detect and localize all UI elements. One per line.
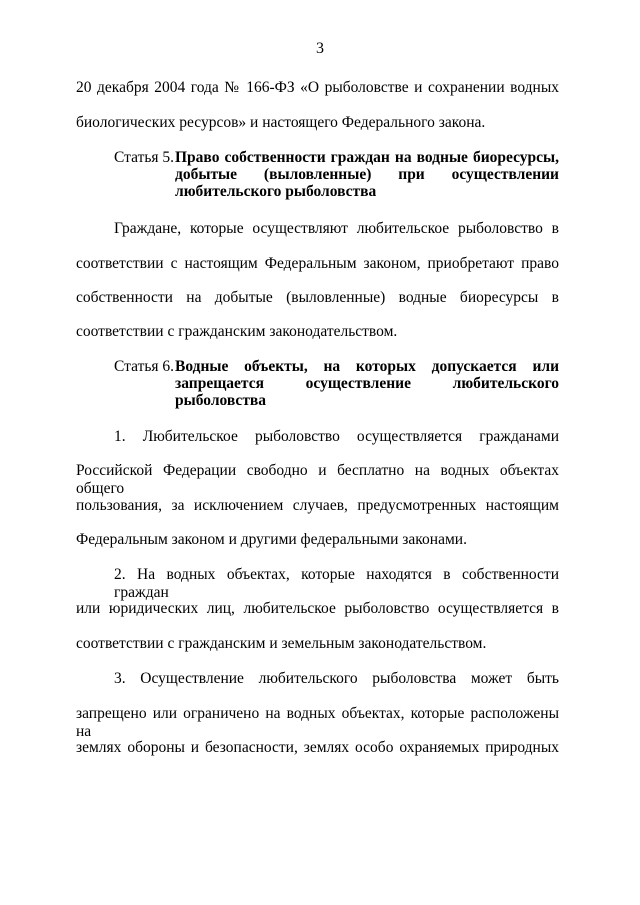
text-line: запрещено или ограничено на водных объектах, которые расположены на bbox=[76, 705, 559, 740]
article-6-heading bbox=[175, 358, 559, 409]
text-line: пользования, за исключением случаев, предусмотренных настоящим bbox=[76, 497, 559, 514]
text-line: 2. На водных объектах, которые находятся в собственности граждан bbox=[114, 566, 559, 601]
heading-line: любительского рыболовства bbox=[175, 183, 377, 200]
article-6-label: Статья 6. bbox=[114, 358, 175, 375]
text-line: 20 декабря 2004 года № 166-ФЗ «О рыболовстве и сохранении водных bbox=[76, 79, 559, 96]
text-line: 1. Любительское рыболовство осуществляется гражданами bbox=[114, 428, 559, 445]
text-line: биологических ресурсов» и настоящего Федерального закона. bbox=[76, 114, 486, 131]
article-5-heading bbox=[175, 149, 559, 200]
text-line: 3. Осуществление любительского рыболовства может быть bbox=[114, 670, 559, 687]
heading-line: запрещается осуществление любительского bbox=[175, 375, 559, 392]
text-line: Российской Федерации свободно и бесплатно на водных объектах общего bbox=[76, 462, 559, 497]
heading-line: рыболовства bbox=[175, 392, 267, 409]
heading-line: Водные объекты, на которых допускается или bbox=[175, 358, 559, 375]
page-number: 3 bbox=[316, 40, 324, 57]
text-line: соответствии с гражданским и земельным законодательством. bbox=[76, 635, 487, 652]
text-line: Федеральным законом и другими федеральными законами. bbox=[76, 531, 467, 548]
heading-line: добытые (выловленные) при осуществлении bbox=[175, 166, 559, 183]
text-line: собственности на добытые (выловленные) водные биоресурсы в bbox=[76, 289, 559, 306]
text-line: Граждане, которые осуществляют любительское рыболовство в bbox=[114, 220, 559, 237]
heading-line: Право собственности граждан на водные биоресурсы, bbox=[175, 149, 559, 166]
text-line: соответствии с настоящим Федеральным законом, приобретают право bbox=[76, 255, 559, 272]
text-line: соответствии с гражданским законодательством. bbox=[76, 323, 398, 340]
text-line: или юридических лиц, любительское рыболовство осуществляется в bbox=[76, 600, 559, 617]
text-line: землях обороны и безопасности, землях особо охраняемых природных bbox=[76, 739, 559, 756]
article-5-label: Статья 5. bbox=[114, 149, 175, 166]
